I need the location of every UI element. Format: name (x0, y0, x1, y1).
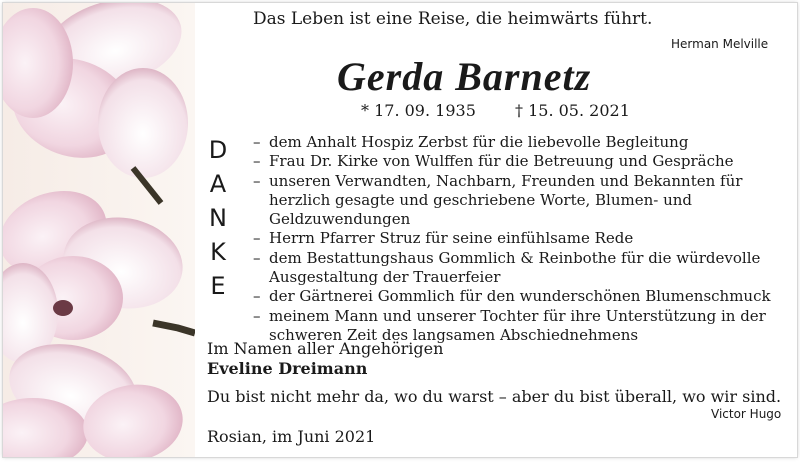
place-and-date: Rosian, im Juni 2021 (207, 427, 376, 446)
closing-quote-author: Victor Hugo (711, 407, 782, 421)
birth-date: * 17. 09. 1935 (361, 101, 476, 120)
danke-letter: A (209, 170, 227, 198)
thanks-item-text: meinem Mann und unserer Tochter für ihre Unterstützung in der schweren Zeit des langsamen Abschiednehmens (269, 306, 766, 344)
thanks-item-text: unseren Verwandten, Nachbarn, Freunden und Bekannten für herzlich gesagte und geschriebene Worte, Blumen- und Geldzuwendungen (269, 171, 743, 229)
on-behalf-line: Im Namen aller Angehörigen (207, 339, 444, 358)
closing-quote: Du bist nicht mehr da, wo du warst – aber du bist überall, wo wir sind. (207, 387, 782, 406)
dash: – (253, 306, 261, 325)
thanks-item-text: Herrn Pfarrer Struz für seine einfühlsame Rede (269, 229, 634, 248)
obituary-notice (3, 3, 797, 457)
thanks-item (253, 172, 793, 230)
thanks-list (253, 133, 793, 345)
opening-quote-author: Herman Melville (671, 37, 769, 51)
danke-vertical-word (207, 133, 229, 303)
danke-letter: D (208, 136, 228, 164)
thanks-item (253, 287, 793, 306)
danke-letter: E (210, 272, 226, 300)
dash: – (253, 229, 261, 248)
death-date: † 15. 05. 2021 (515, 101, 630, 120)
thanks-item (253, 133, 793, 152)
thanks-item-text: dem Bestattungshaus Gommlich & Reinbothe für die würdevolle Ausgestaltung der Trauerfeier (269, 248, 761, 287)
thanks-item-text: der Gärtnerei Gommlich für den wunderschönen Blumenschmuck (269, 287, 771, 306)
dash: – (253, 152, 261, 171)
danke-letter: K (210, 238, 226, 266)
thanks-item-text: dem Anhalt Hospiz Zerbst für die liebevolle Begleitung (269, 133, 689, 151)
danke-letter: N (209, 204, 227, 232)
opening-quote: Das Leben ist eine Reise, die heimwärts führt. (253, 9, 653, 29)
thanks-item (253, 152, 793, 171)
dash: – (253, 248, 261, 267)
dash: – (253, 171, 261, 190)
thanks-item (253, 229, 793, 248)
thanks-item-text: Frau Dr. Kirke von Wulffen für die Betreuung und Gespräche (269, 152, 734, 171)
deceased-name: Gerda Barnetz (337, 54, 592, 99)
dash: – (253, 133, 261, 151)
magnolia-flowers-image (3, 3, 195, 457)
signer-name: Eveline Dreimann (207, 359, 368, 378)
thanks-item (253, 249, 793, 288)
dash: – (253, 287, 261, 306)
